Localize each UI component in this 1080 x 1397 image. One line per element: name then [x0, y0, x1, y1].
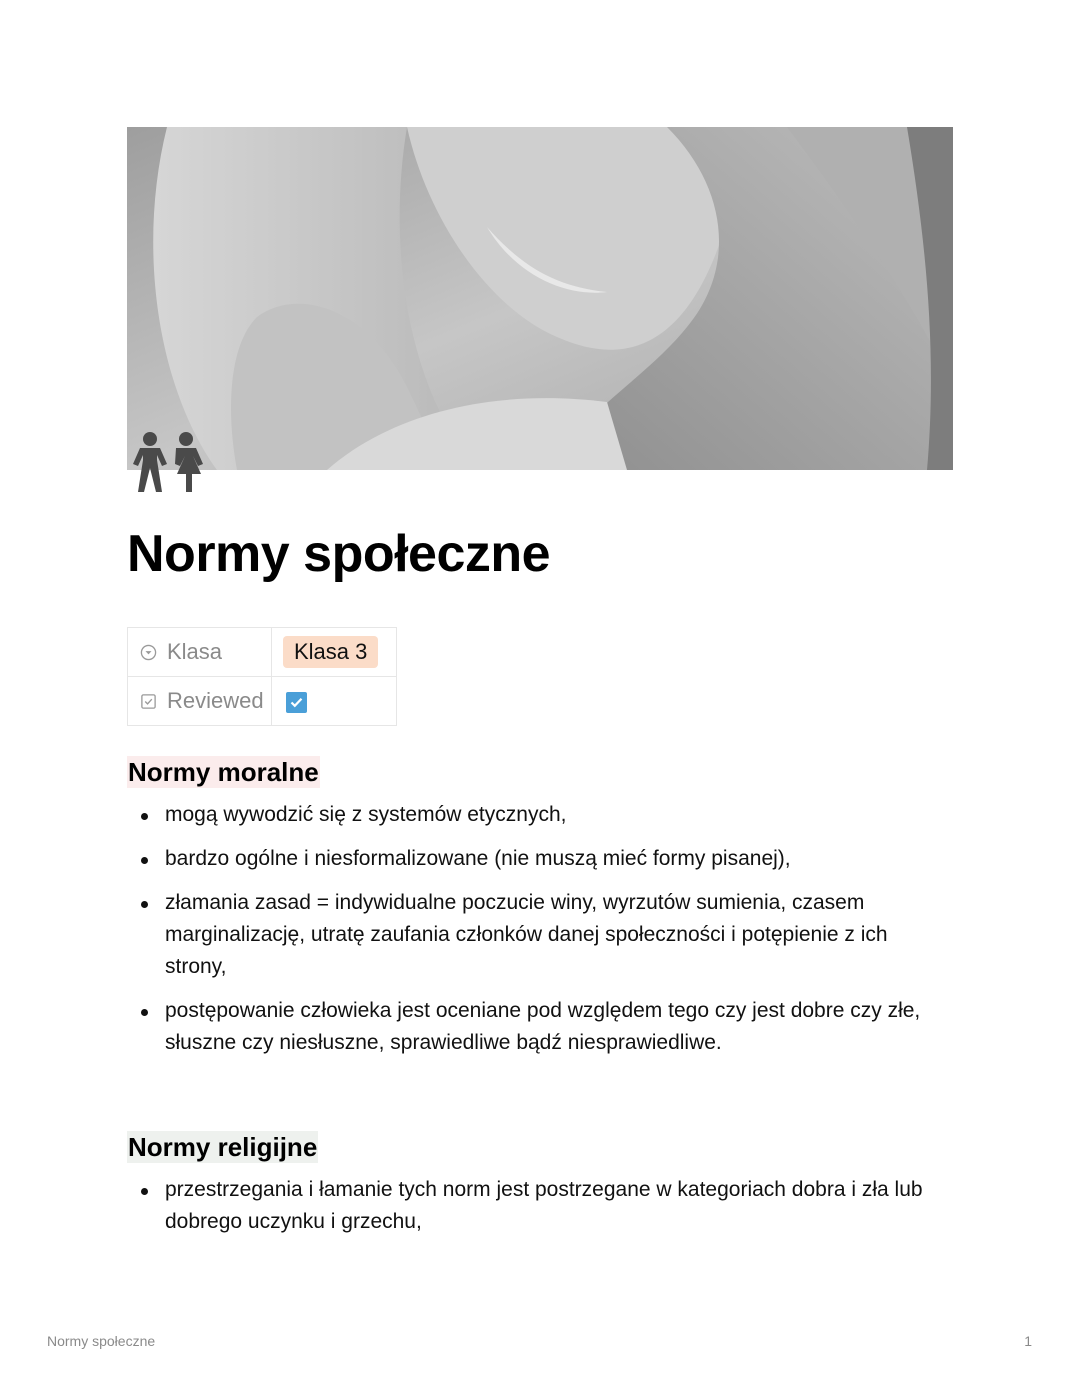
select-tag[interactable]: Klasa 3	[283, 636, 378, 668]
section-heading-normy-religijne: Normy religijne	[128, 1132, 318, 1162]
list-item: przestrzegania i łamanie tych norm jest postrzegane w kategoriach dobra i zła lub dobrego uczynku i grzechu,	[127, 1174, 937, 1238]
checkbox-icon	[140, 693, 157, 710]
select-icon	[140, 644, 157, 661]
property-label-klasa: Klasa	[167, 639, 223, 664]
list-item: mogą wywodzić się z systemów etycznych,	[127, 799, 937, 831]
people-icon	[130, 430, 208, 492]
property-value-cell[interactable]	[272, 677, 397, 726]
section-heading-normy-moralne: Normy moralne	[128, 757, 319, 787]
property-row-klasa	[128, 628, 397, 677]
reviewed-checkbox[interactable]	[286, 692, 307, 713]
bullet-list-normy-religijne	[127, 1174, 937, 1250]
list-item: złamania zasad = indywidualne poczucie winy, wyrzutów sumienia, czasem marginalizację, utratę zaufania członków danej społeczności i potępienie z ich strony,	[127, 887, 937, 983]
properties-table	[127, 627, 397, 726]
footer-title: Normy społeczne	[47, 1333, 156, 1349]
page-title: Normy społeczne	[127, 525, 551, 583]
property-label-reviewed: Reviewed	[167, 688, 264, 713]
list-item: postępowanie człowieka jest oceniane pod względem tego czy jest dobre czy złe, słuszne czy niesłuszne, sprawiedliwe bądź niesprawiedliwe.	[127, 995, 937, 1059]
footer-page-number: 1	[1024, 1333, 1032, 1349]
cover-image	[127, 127, 953, 470]
list-item: bardzo ogólne i niesformalizowane (nie muszą mieć formy pisanej),	[127, 843, 937, 875]
property-label-cell	[128, 628, 272, 677]
property-row-reviewed	[128, 677, 397, 726]
bullet-list-normy-moralne	[127, 799, 937, 1071]
checkmark-icon	[288, 694, 305, 711]
property-value-cell[interactable]	[272, 628, 397, 677]
property-label-cell	[128, 677, 272, 726]
